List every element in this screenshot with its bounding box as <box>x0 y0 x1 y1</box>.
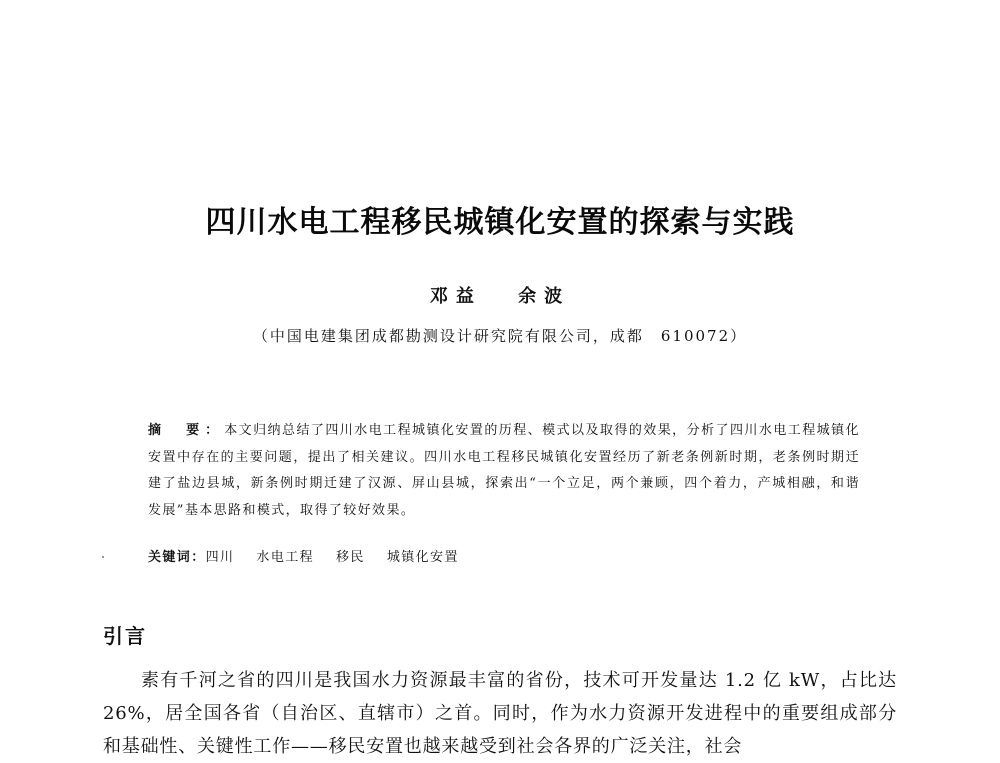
abstract-label: 摘 要： <box>148 423 225 438</box>
scan-speck <box>102 556 104 558</box>
keyword-item: 城镇化安置 <box>386 550 459 565</box>
introduction-paragraph: 素有千河之省的四川是我国水力资源最丰富的省份，技术可开发量达 1.2 亿 kW，占比达 26%，居全国各省（自治区、直辖市）之首。同时，作为水力资源开发进程中的重要组成部分和基础性、关键性工作——移民安置也越来越受到社会各界的广泛关注，社会 <box>103 670 897 757</box>
abstract-text: 本文归纳总结了四川水电工程城镇化安置的历程、模式以及取得的效果，分析了四川水电工程城镇化安置中存在的主要问题，提出了相关建议。四川水电工程移民城镇化安置经历了新老条例新时期，老条例时期迁建了盐边县城，新条例时期迁建了汉源、屏山县城，探索出“一个立足，两个兼顾，四个着力，产城相融，和谐发展”基本思路和模式，取得了较好效果。 <box>148 423 860 518</box>
keywords-label: 关键词： <box>148 550 206 565</box>
author-affiliation: （中国电建集团成都勘测设计研究院有限公司，成都 610072） <box>252 327 748 345</box>
keyword-item: 移民 <box>336 550 365 565</box>
keywords-block <box>148 546 860 565</box>
paper-title: 四川水电工程移民城镇化安置的探索与实践 <box>205 205 795 240</box>
keyword-item: 四川 <box>205 550 235 565</box>
keyword-item: 水电工程 <box>256 550 315 565</box>
abstract-block <box>148 418 860 524</box>
section-heading-introduction: 引言 <box>103 624 147 648</box>
paper-authors: 邓益 余波 <box>429 286 571 307</box>
